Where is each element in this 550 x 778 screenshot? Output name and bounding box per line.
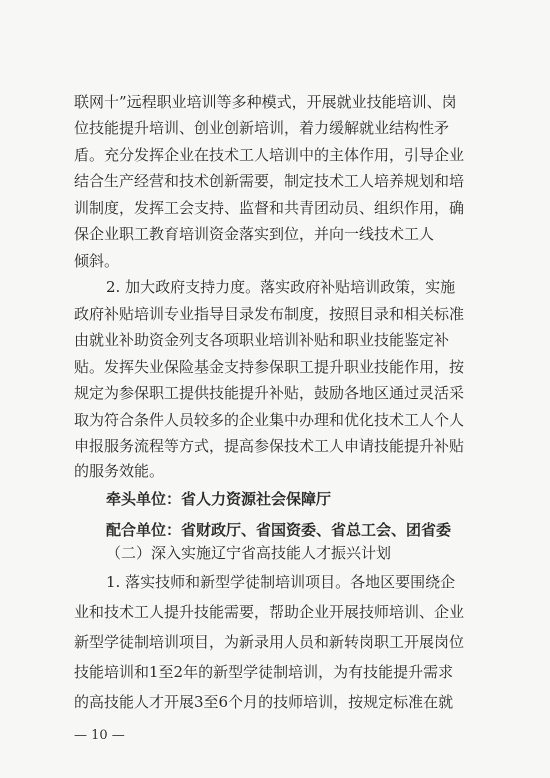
text-line: 倾斜。 xyxy=(74,252,120,270)
text-line: 的高技能人才开展3至6个月的技师培训，按规定标准在就 xyxy=(74,693,454,711)
text-line: 保企业职工教育培训资金落实到位，并向一线技术工人 xyxy=(74,225,435,243)
page-number: — 10 — xyxy=(74,728,125,743)
text-line: 2. 加大政府支持力度。落实政府补贴培训政策，实施 xyxy=(106,278,456,296)
cooperating-units-label: 配合单位：省财政厅、省国资委、省总工会、团省委 xyxy=(106,521,452,539)
text-line: 训制度，发挥工会支持、监督和共青团动员、组织作用，确 xyxy=(74,199,465,217)
text-line: 业和技术工人提升技能需要，帮助企业开展技师培训、企业 xyxy=(74,603,465,621)
text-line: 1. 落实技师和新型学徒制培训项目。各地区要围绕企 xyxy=(106,573,456,591)
text-line: 申报服务流程等方式，提高参保技术工人申请技能提升补贴 xyxy=(74,437,465,455)
text-line: 由就业补助资金列支各项职业培训补贴和职业技能鉴定补 xyxy=(74,331,450,349)
text-line: 盾。充分发挥企业在技术工人培训中的主体作用，引导企业 xyxy=(74,146,465,164)
text-line: 贴。发挥失业保险基金支持参保职工提升职业技能作用，按 xyxy=(74,358,465,376)
text-line: 结合生产经营和技术创新需要，制定技术工人培养规划和培 xyxy=(74,172,465,190)
text-line: 规定为参保职工提供技能提升补贴，鼓励各地区通过灵活采 xyxy=(74,384,465,402)
text-line: 新型学徒制培训项目，为新录用人员和新转岗职工开展岗位 xyxy=(74,633,465,651)
text-line: 位技能提升培训、创业创新培训，着力缓解就业结构性矛 xyxy=(74,119,450,137)
text-line: 技能培训和1至2年的新型学徒制培训，为有技能提升需求 xyxy=(74,663,454,681)
text-line: 取为符合条件人员较多的企业集中办理和优化技术工人个人 xyxy=(74,411,465,429)
text-line: 联网十”远程职业培训等多种模式，开展就业技能培训、岗 xyxy=(74,93,457,111)
text-line: 政府补贴培训专业指导目录发布制度，按照目录和相关标准 xyxy=(74,305,465,323)
text-line: 的服务效能。 xyxy=(74,462,165,480)
lead-unit-label: 牵头单位：省人力资源社会保障厅 xyxy=(106,490,332,508)
section-heading: （二）深入实施辽宁省高技能人才振兴计划 xyxy=(106,544,392,562)
